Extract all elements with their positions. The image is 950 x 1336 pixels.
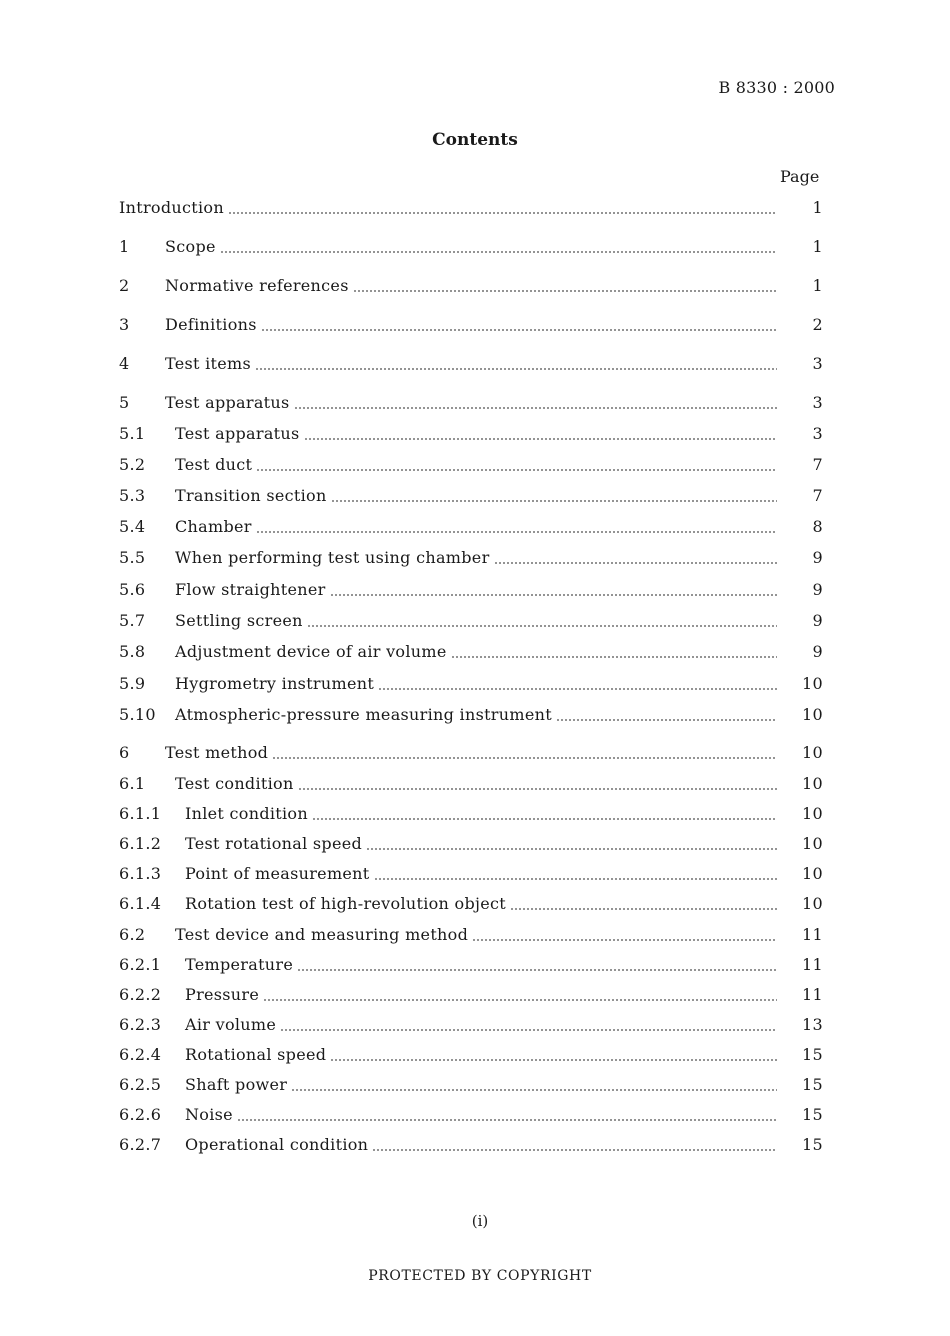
toc-entry-page: 11: [802, 955, 823, 974]
toc-entry-page: 10: [802, 743, 823, 762]
toc-entry-page: 13: [802, 1015, 823, 1034]
toc-entry-page: 7: [812, 455, 823, 474]
footer-page-number: (i): [471, 1212, 489, 1230]
toc-entry[interactable]: [119, 953, 823, 977]
dot-leader: [237, 1118, 777, 1122]
toc-entry-number: 6.2.7: [119, 1135, 162, 1154]
toc-entry-page: 2: [812, 315, 823, 334]
toc-entry-page: 1: [812, 237, 823, 256]
dot-leader: [556, 718, 777, 722]
dot-leader: [472, 938, 777, 942]
dot-leader: [256, 530, 777, 534]
toc-entry-number: 5.6: [119, 580, 146, 599]
toc-entry[interactable]: [119, 1073, 823, 1097]
toc-entry-page: 11: [802, 985, 823, 1004]
dot-leader: [297, 968, 777, 972]
toc-entry-label: Temperature: [185, 955, 294, 974]
toc-entry-label: Flow straightener: [175, 580, 326, 599]
toc-entry[interactable]: [119, 313, 823, 337]
toc-entry-page: 8: [812, 517, 823, 536]
toc-entry[interactable]: [119, 352, 823, 376]
dot-leader: [263, 998, 777, 1002]
toc-entry[interactable]: [119, 391, 823, 415]
standard-number: B 8330 : 2000: [718, 78, 835, 97]
toc-entry-label: Normative references: [165, 276, 349, 295]
toc-entry-label: Operational condition: [185, 1135, 369, 1154]
toc-entry[interactable]: [119, 515, 823, 539]
toc-entry[interactable]: [119, 578, 823, 602]
dot-leader: [304, 437, 777, 441]
toc-entry-label: Scope: [165, 237, 216, 256]
toc-entry-label: Hygrometry instrument: [175, 674, 375, 693]
dot-leader: [298, 787, 777, 791]
toc-entry-number: 5.1: [119, 424, 146, 443]
toc-entry-number: 6.2.5: [119, 1075, 162, 1094]
toc-entry-label: Test duct: [175, 455, 253, 474]
toc-entry-label: Settling screen: [175, 611, 303, 630]
toc-entry-number: 5.9: [119, 674, 146, 693]
dot-leader: [261, 328, 777, 332]
toc-entry[interactable]: [119, 1043, 823, 1067]
toc-entry-label: Test method: [165, 743, 269, 762]
dot-leader: [366, 847, 777, 851]
dot-leader: [372, 1148, 777, 1152]
dot-leader: [280, 1028, 777, 1032]
toc-entry-page: 9: [812, 580, 823, 599]
toc-entry[interactable]: [119, 923, 823, 947]
dot-leader: [272, 756, 777, 760]
page-title: Contents: [432, 130, 518, 150]
toc-entry-number: 6.1.3: [119, 864, 162, 883]
toc-entry-number: 5.2: [119, 455, 146, 474]
toc-entry-page: 15: [802, 1105, 823, 1124]
toc-entry[interactable]: [119, 546, 823, 570]
toc-entry-number: 5: [119, 393, 130, 412]
toc-entry-number: 5.10: [119, 705, 156, 724]
toc-entry-label: Atmospheric-pressure measuring instrument: [175, 705, 552, 724]
toc-entry[interactable]: [119, 892, 823, 916]
toc-entry-label: Shaft power: [185, 1075, 288, 1094]
dot-leader: [378, 687, 777, 691]
page-column-heading: Page: [780, 167, 820, 186]
toc-entry-page: 9: [812, 611, 823, 630]
toc-entry-label: Noise: [185, 1105, 233, 1124]
toc-entry-number: 5.8: [119, 642, 146, 661]
toc-entry-number: 5.3: [119, 486, 146, 505]
toc-entry[interactable]: [119, 609, 823, 633]
dot-leader: [330, 1058, 777, 1062]
toc-entry-page: 1: [812, 276, 823, 295]
toc-entry-label: Pressure: [185, 985, 260, 1004]
toc-entry-page: 15: [802, 1045, 823, 1064]
toc-entry-label: Air volume: [185, 1015, 277, 1034]
toc-entry-page: 1: [812, 198, 823, 217]
toc-entry-page: 10: [802, 894, 823, 913]
toc-entry-number: 1: [119, 237, 130, 256]
toc-entry-page: 3: [812, 354, 823, 373]
toc-entry-number: 6.2.4: [119, 1045, 162, 1064]
toc-entry-label: Transition section: [175, 486, 327, 505]
toc-entry-introduction[interactable]: [119, 196, 823, 220]
toc-entry-number: 6.2.3: [119, 1015, 162, 1034]
toc-entry[interactable]: [119, 772, 823, 796]
toc-entry-page: 11: [802, 925, 823, 944]
dot-leader: [510, 907, 777, 911]
toc-entry-label: Test rotational speed: [185, 834, 363, 853]
dot-leader: [312, 817, 777, 821]
toc-entry-number: 3: [119, 315, 130, 334]
toc-entry-label: Rotational speed: [185, 1045, 327, 1064]
toc-entry[interactable]: [119, 274, 823, 298]
toc-entry-label: Chamber: [175, 517, 252, 536]
toc-entry-page: 10: [802, 834, 823, 853]
toc-entry[interactable]: [119, 802, 823, 826]
toc-entry-page: 10: [802, 705, 823, 724]
dot-leader: [255, 367, 777, 371]
toc-entry-number: 6.2.2: [119, 985, 162, 1004]
dot-leader: [256, 468, 777, 472]
dot-leader: [331, 499, 777, 503]
toc-entry[interactable]: [119, 453, 823, 477]
toc-entry-label: Test apparatus: [165, 393, 290, 412]
toc-entry-label: Test apparatus: [175, 424, 300, 443]
toc-entry-number: 6.1.2: [119, 834, 162, 853]
toc-entry-label: Definitions: [165, 315, 257, 334]
toc-entry-number: 6.1: [119, 774, 146, 793]
toc-entry[interactable]: [119, 422, 823, 446]
toc-entry[interactable]: [119, 640, 823, 664]
toc-entry-label: Rotation test of high-revolution object: [185, 894, 507, 913]
dot-leader: [294, 406, 777, 410]
copyright-notice: PROTECTED BY COPYRIGHT: [368, 1268, 592, 1284]
toc-entry[interactable]: [119, 672, 823, 696]
toc-entry[interactable]: [119, 235, 823, 259]
dot-leader: [330, 593, 777, 597]
toc-entry-page: 3: [812, 393, 823, 412]
toc-entry-number: 5.7: [119, 611, 146, 630]
toc-entry-page: 3: [812, 424, 823, 443]
dot-leader: [307, 624, 777, 628]
toc-entry[interactable]: [119, 1133, 823, 1157]
toc-entry[interactable]: [119, 703, 823, 727]
toc-entry-page: 9: [812, 548, 823, 567]
dot-leader: [220, 250, 777, 254]
toc-entry-number: 6.1.4: [119, 894, 162, 913]
toc-entry[interactable]: [119, 741, 823, 765]
toc-entry[interactable]: [119, 983, 823, 1007]
toc-entry-label: Test items: [165, 354, 252, 373]
toc-entry-number: 6.2.1: [119, 955, 162, 974]
toc-entry-label: Introduction: [119, 198, 224, 217]
toc-entry-label: Inlet condition: [185, 804, 308, 823]
toc-entry-label: Adjustment device of air volume: [175, 642, 447, 661]
dot-leader: [228, 211, 777, 215]
toc-entry-number: 4: [119, 354, 130, 373]
toc-entry-label: Point of measurement: [185, 864, 370, 883]
dot-leader: [494, 561, 777, 565]
toc-entry[interactable]: [119, 1013, 823, 1037]
toc-entry-number: 6.2: [119, 925, 146, 944]
toc-entry-page: 15: [802, 1075, 823, 1094]
toc-entry[interactable]: [119, 832, 823, 856]
dot-leader: [291, 1088, 777, 1092]
toc-entry-number: 6.1.1: [119, 804, 162, 823]
toc-entry[interactable]: [119, 862, 823, 886]
toc-entry-page: 15: [802, 1135, 823, 1154]
toc-entry-number: 2: [119, 276, 130, 295]
toc-entry-number: 6.2.6: [119, 1105, 162, 1124]
toc-entry-number: 5.5: [119, 548, 146, 567]
toc-entry-page: 10: [802, 864, 823, 883]
toc-entry-number: 5.4: [119, 517, 146, 536]
toc-entry-label: Test condition: [175, 774, 294, 793]
toc-entry-page: 9: [812, 642, 823, 661]
toc-entry-page: 10: [802, 774, 823, 793]
toc-entry-page: 7: [812, 486, 823, 505]
toc-entry-label: Test device and measuring method: [175, 925, 469, 944]
toc-entry-page: 10: [802, 804, 823, 823]
toc-entry-number: 6: [119, 743, 130, 762]
dot-leader: [374, 877, 777, 881]
toc-entry[interactable]: [119, 484, 823, 508]
dot-leader: [451, 655, 777, 659]
toc-entry[interactable]: [119, 1103, 823, 1127]
toc-entry-page: 10: [802, 674, 823, 693]
toc-entry-label: When performing test using chamber: [175, 548, 490, 567]
dot-leader: [353, 289, 777, 293]
